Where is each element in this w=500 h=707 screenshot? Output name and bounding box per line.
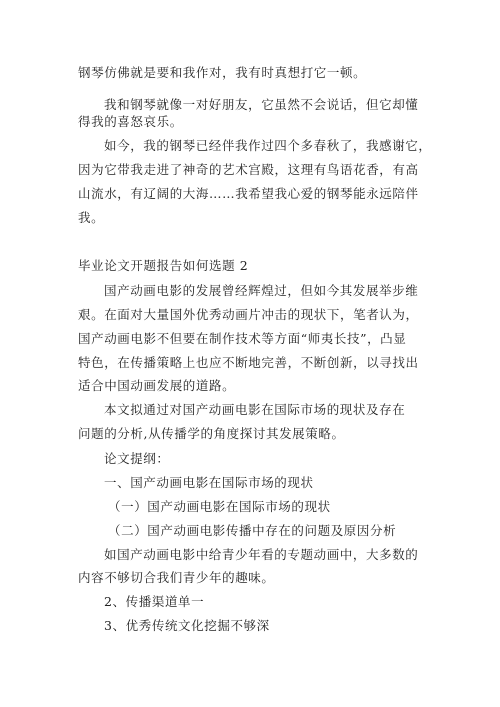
- paragraph-line: 内容不够切合我们青少年的趣味。: [78, 570, 275, 585]
- outline-point: 3、优秀传统文化挖掘不够深: [104, 618, 270, 633]
- paragraph-line: 国产动画电影的发展曾经辉煌过，但如今其发展举步维: [104, 283, 419, 298]
- paragraph-line: 适合中国动画发展的道路。: [78, 378, 236, 393]
- outline-heading: 一、国产动画电影在国际市场的现状: [104, 475, 314, 490]
- paragraph-line: 我。: [78, 210, 105, 225]
- paragraph-line: 山流水，有辽阔的大海……我希望我心爱的钢琴能永远陪伴: [78, 186, 419, 201]
- outline-subheading: （一）国产动画电影在国际市场的现状: [108, 499, 331, 514]
- paragraph-line: 如今，我的钢琴已经伴我作过四个多春秋了，我感谢它，: [104, 138, 432, 153]
- paragraph-line: 艰。在面对大量国外优秀动画片冲击的现状下，笔者认为，: [78, 307, 419, 322]
- paragraph-line: 得我的喜怒哀乐。: [78, 114, 183, 129]
- paragraph-line: 问题的分析,从传播学的角度探讨其发展策略。: [78, 426, 345, 441]
- paragraph-line: 因为它带我走进了神奇的艺术宫殿，这理有鸟语花香，有高: [78, 162, 419, 177]
- outline-label: 论文提纲：: [104, 451, 170, 466]
- outline-subheading: （二）国产动画电影传播中存在的问题及原因分析: [108, 523, 397, 538]
- section-title: 毕业论文开题报告如何选题 2: [78, 258, 249, 273]
- paragraph-line: 本文拟通过对国产动画电影在国际市场的现状及存在: [104, 402, 406, 417]
- paragraph-line: 国产动画电影不但要在制作技术等方面“师夷长技”，凸显: [78, 331, 407, 346]
- paragraph-line: 如国产动画电影中给青少年看的专题动画中，大多数的: [104, 547, 419, 562]
- paragraph-line: 特色，在传播策略上也应不断地完善，不断创新，以寻找出: [78, 355, 419, 370]
- paragraph-line: 钢琴仿佛就是要和我作对，我有时真想打它一顿。: [78, 65, 367, 80]
- paragraph-line: 我和钢琴就像一对好朋友，它虽然不会说话，但它却懂: [104, 97, 419, 112]
- outline-point: 2、传播渠道单一: [104, 594, 205, 609]
